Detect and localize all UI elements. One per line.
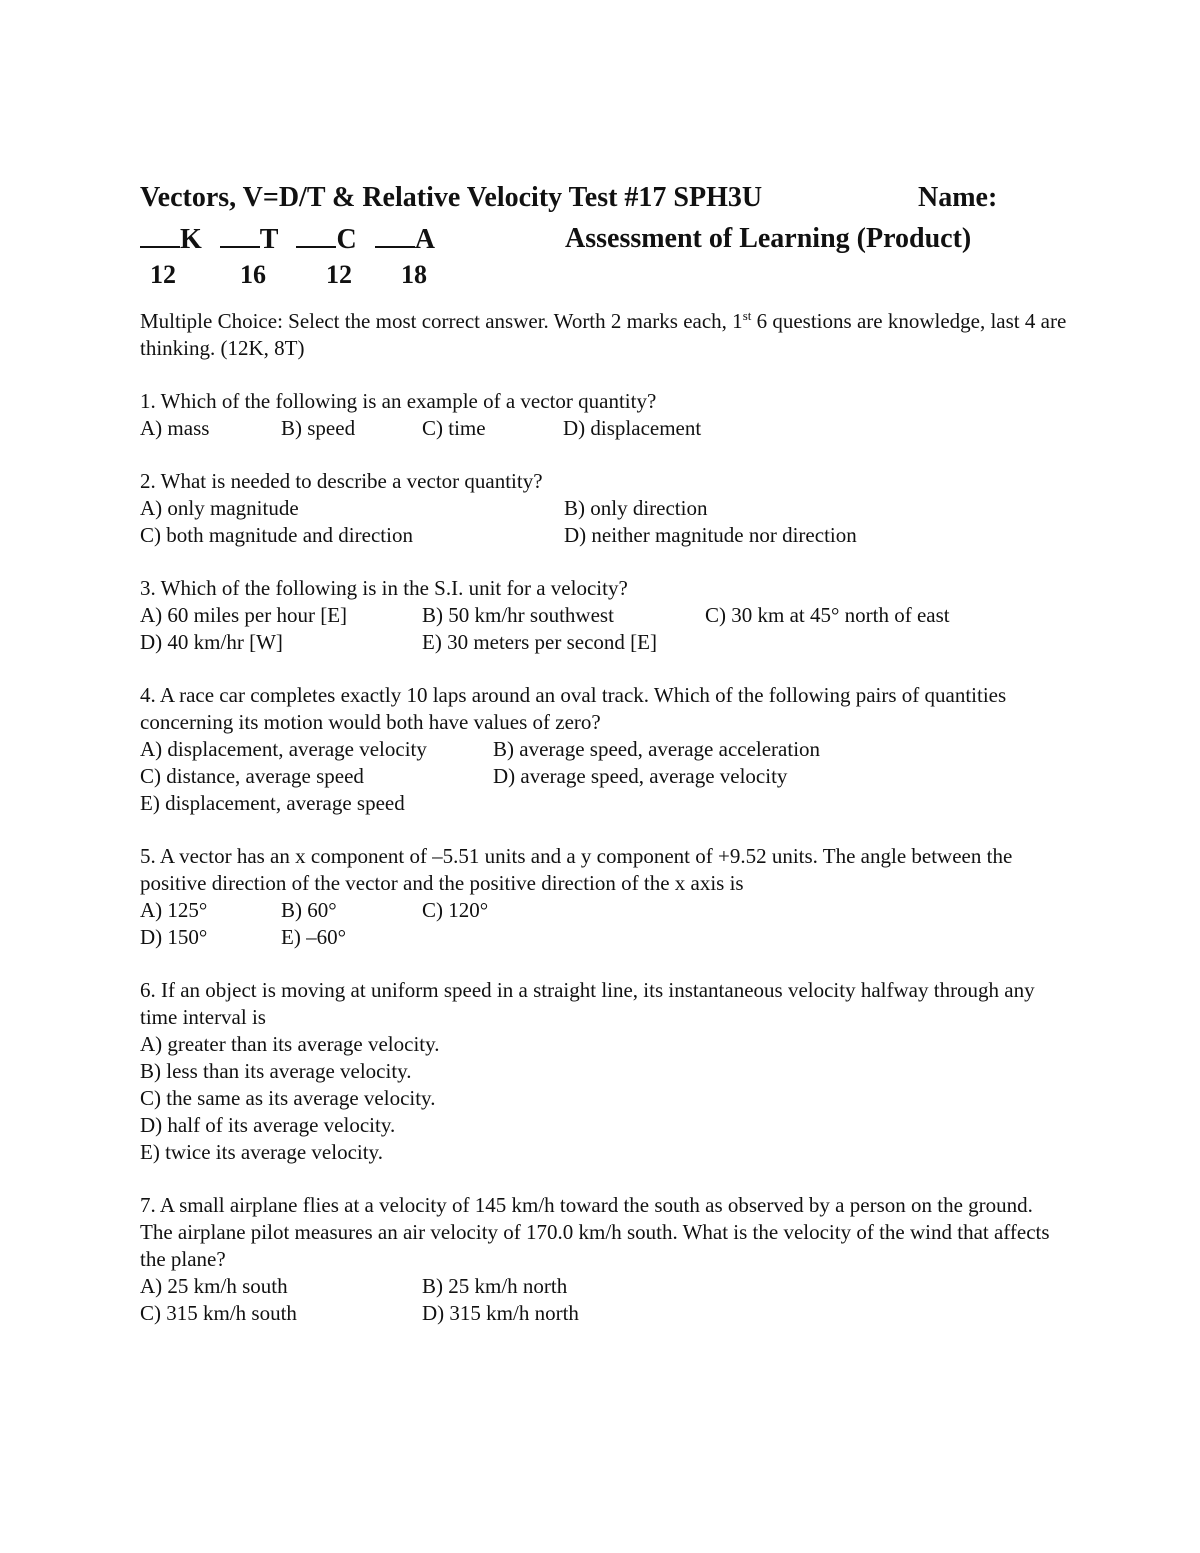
option-b[interactable]: B) 25 km/h north bbox=[422, 1274, 568, 1298]
option-c[interactable]: C) the same as its average velocity. bbox=[140, 1086, 436, 1110]
question-3 bbox=[140, 575, 1070, 656]
marks-a: 18 bbox=[401, 260, 427, 289]
category-letter: A bbox=[414, 224, 435, 255]
option-c[interactable]: C) both magnitude and direction bbox=[140, 523, 413, 547]
option-e[interactable]: E) twice its average velocity. bbox=[140, 1140, 383, 1164]
instructions bbox=[140, 308, 1070, 362]
assessment-label: Assessment of Learning (Product) bbox=[565, 223, 972, 254]
options bbox=[140, 629, 1070, 656]
category-letter: C bbox=[336, 224, 357, 255]
question-2 bbox=[140, 468, 1070, 549]
question-1 bbox=[140, 388, 1070, 442]
option-b[interactable]: B) only direction bbox=[564, 496, 708, 520]
options bbox=[140, 415, 1070, 442]
blank-line[interactable] bbox=[140, 222, 180, 248]
ordinal-sup: st bbox=[742, 308, 752, 323]
options bbox=[140, 495, 1070, 522]
option-a[interactable]: A) 60 miles per hour [E] bbox=[140, 603, 348, 627]
options bbox=[140, 602, 1070, 629]
option-d[interactable]: D) 315 km/h north bbox=[422, 1301, 579, 1325]
option-d[interactable]: D) displacement bbox=[563, 416, 702, 440]
option-c[interactable]: C) time bbox=[422, 416, 486, 440]
blank-line[interactable] bbox=[220, 222, 260, 248]
category-letter: K bbox=[180, 224, 202, 255]
option-a[interactable]: A) mass bbox=[140, 416, 210, 440]
option-e[interactable]: E) displacement, average speed bbox=[140, 791, 405, 815]
question-6 bbox=[140, 977, 1070, 1166]
title-row bbox=[140, 178, 1070, 218]
options bbox=[140, 1300, 1070, 1327]
instructions-text: Multiple Choice: Select the most correct answer. Worth 2 marks each, 1 bbox=[140, 309, 743, 333]
option-b[interactable]: B) speed bbox=[281, 416, 356, 440]
options bbox=[140, 790, 1070, 817]
name-label: Name: bbox=[918, 182, 998, 213]
option-c[interactable]: C) 315 km/h south bbox=[140, 1301, 297, 1325]
marks-k: 12 bbox=[150, 260, 176, 289]
options bbox=[140, 522, 1070, 549]
option-b[interactable]: B) 60° bbox=[281, 898, 337, 922]
test-page bbox=[140, 178, 1070, 1327]
options bbox=[140, 924, 1070, 951]
option-d[interactable]: D) neither magnitude nor direction bbox=[564, 523, 857, 547]
option-c[interactable]: C) 30 km at 45° north of east bbox=[705, 603, 950, 627]
question-5 bbox=[140, 843, 1070, 951]
option-d[interactable]: D) average speed, average velocity bbox=[493, 764, 788, 788]
question-stem: 2. What is needed to describe a vector quantity? bbox=[140, 469, 543, 493]
question-stem: 6. If an object is moving at uniform speed in a straight line, its instantaneous velocity halfway through any time interval is bbox=[140, 978, 1035, 1029]
question-stem: 7. A small airplane flies at a velocity of 145 km/h toward the south as observed by a person on the ground. The airplane pilot measures an air velocity of 170.0 km/h south. What is the velocity of the wind that affects the plane? bbox=[140, 1193, 1050, 1271]
question-stem: 3. Which of the following is in the S.I. unit for a velocity? bbox=[140, 576, 628, 600]
option-c[interactable]: C) 120° bbox=[422, 898, 489, 922]
test-title: Vectors, V=D/T & Relative Velocity Test #17 SPH3U bbox=[140, 182, 763, 213]
option-c[interactable]: C) distance, average speed bbox=[140, 764, 364, 788]
category-letter: T bbox=[259, 224, 279, 255]
marks-t: 16 bbox=[240, 260, 266, 289]
instructions-text: 6 questions are knowledge, last 4 are thinking. (12K, 8T) bbox=[140, 309, 1067, 360]
option-a[interactable]: A) displacement, average velocity bbox=[140, 737, 427, 761]
blank-line[interactable] bbox=[375, 222, 415, 248]
option-a[interactable]: A) only magnitude bbox=[140, 496, 299, 520]
options bbox=[140, 736, 1070, 763]
option-a[interactable]: A) greater than its average velocity. bbox=[140, 1032, 440, 1056]
option-a[interactable]: A) 125° bbox=[140, 898, 208, 922]
marks-c: 12 bbox=[326, 260, 352, 289]
options bbox=[140, 897, 1070, 924]
question-stem: 4. A race car completes exactly 10 laps around an oval track. Which of the following pairs of quantities concerning its motion would both have values of zero? bbox=[140, 683, 1007, 734]
option-e[interactable]: E) 30 meters per second [E] bbox=[422, 630, 657, 654]
question-stem: 5. A vector has an x component of –5.51 units and a y component of +9.52 units. The angle between the positive direction of the vector and the positive direction of the x axis is bbox=[140, 844, 1013, 895]
option-b[interactable]: B) average speed, average acceleration bbox=[493, 737, 821, 761]
option-d[interactable]: D) half of its average velocity. bbox=[140, 1113, 396, 1137]
options bbox=[140, 1273, 1070, 1300]
option-d[interactable]: D) 150° bbox=[140, 925, 208, 949]
option-d[interactable]: D) 40 km/hr [W] bbox=[140, 630, 283, 654]
option-b[interactable]: B) 50 km/hr southwest bbox=[422, 603, 614, 627]
blank-line[interactable] bbox=[296, 222, 336, 248]
option-b[interactable]: B) less than its average velocity. bbox=[140, 1059, 412, 1083]
question-7 bbox=[140, 1192, 1070, 1327]
question-stem: 1. Which of the following is an example of a vector quantity? bbox=[140, 389, 657, 413]
question-4 bbox=[140, 682, 1070, 817]
option-a[interactable]: A) 25 km/h south bbox=[140, 1274, 288, 1298]
option-e[interactable]: E) –60° bbox=[281, 925, 346, 949]
options bbox=[140, 763, 1070, 790]
